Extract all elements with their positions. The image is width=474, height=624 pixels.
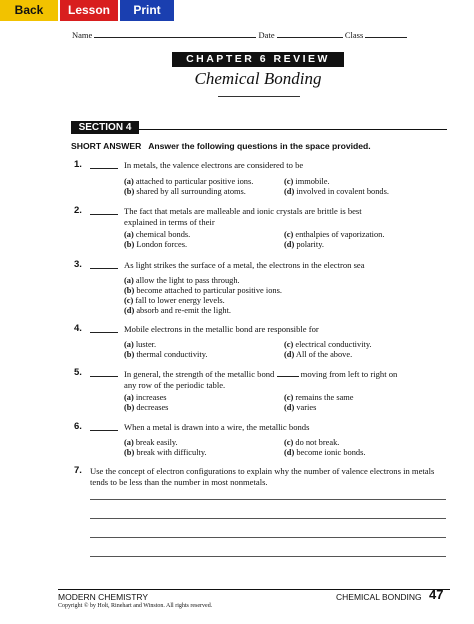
- question-3-number: 3.: [74, 259, 82, 270]
- option-text: London forces.: [136, 240, 188, 249]
- option-text: chemical bonds.: [135, 230, 191, 239]
- option-letter: (a): [124, 276, 134, 285]
- q3-option-c[interactable]: [124, 296, 225, 305]
- q3-option-a[interactable]: [124, 276, 240, 285]
- q2-option-b[interactable]: [124, 240, 187, 249]
- question-7-answer-line-4[interactable]: [90, 556, 446, 557]
- q6-option-a[interactable]: [124, 438, 178, 447]
- footer-chapter-title: CHEMICAL BONDING: [336, 592, 422, 602]
- question-2-answer-blank[interactable]: [90, 205, 118, 215]
- option-letter: (a): [124, 230, 134, 239]
- option-text: break easily.: [135, 438, 178, 447]
- question-5-text: [124, 368, 409, 391]
- option-letter: (c): [284, 230, 294, 239]
- option-letter: (d): [124, 306, 135, 315]
- q4-option-a[interactable]: [124, 340, 156, 349]
- question-7-answer-line-1[interactable]: [90, 499, 446, 500]
- option-letter: (a): [124, 438, 134, 447]
- question-7-text: Use the concept of electron configurations to explain why the number of valence electrons in metals tends to be less than the number in most nonmetals.: [90, 466, 435, 487]
- print-button[interactable]: Print: [120, 0, 174, 21]
- q5-option-d[interactable]: [284, 403, 316, 412]
- copyright-text: Copyright © by Holt, Rinehart and Winston. All rights reserved.: [58, 603, 213, 609]
- name-field[interactable]: [94, 27, 256, 38]
- question-6-text: When a metal is drawn into a wire, the metallic bonds: [124, 422, 310, 432]
- question-5-number: 5.: [74, 367, 82, 378]
- q3-option-d[interactable]: [124, 306, 231, 315]
- question-6-answer-blank[interactable]: [90, 421, 118, 431]
- question-1-text: In metals, the valence electrons are considered to be: [124, 160, 304, 170]
- question-5-inline-blank[interactable]: [277, 368, 299, 377]
- question-7-number: 7.: [74, 465, 82, 476]
- option-text: electrical conductivity.: [295, 340, 372, 349]
- question-1-answer-blank[interactable]: [90, 159, 118, 169]
- q3-option-b[interactable]: [124, 286, 282, 295]
- option-text: attached to particular positive ions.: [135, 177, 254, 186]
- question-5-answer-blank[interactable]: [90, 367, 118, 377]
- q6-option-b[interactable]: [124, 448, 207, 457]
- name-label: Name: [72, 30, 93, 40]
- q1-option-c[interactable]: [284, 177, 330, 186]
- option-letter: (c): [284, 340, 294, 349]
- option-text: varies: [296, 403, 317, 412]
- short-answer-label: SHORT ANSWER: [71, 141, 142, 151]
- option-text: immobile.: [295, 177, 330, 186]
- option-text: increases: [135, 393, 167, 402]
- q4-option-c[interactable]: [284, 340, 372, 349]
- q5-option-a[interactable]: [124, 393, 167, 402]
- option-text: thermal conductivity.: [136, 350, 208, 359]
- lesson-button[interactable]: Lesson: [60, 0, 118, 21]
- class-label: Class: [344, 30, 364, 40]
- question-3-text: As light strikes the surface of a metal, the electrons in the electron sea: [124, 260, 365, 270]
- question-4-number: 4.: [74, 323, 82, 334]
- chapter-review-band: CHAPTER 6 REVIEW: [172, 52, 344, 67]
- q5-option-c[interactable]: [284, 393, 354, 402]
- instructions-text: Answer the following questions in the space provided.: [148, 141, 371, 151]
- q6-option-c[interactable]: [284, 438, 339, 447]
- option-letter: (a): [124, 393, 134, 402]
- option-text: remains the same: [295, 393, 354, 402]
- option-text: shared by all surrounding atoms.: [136, 187, 246, 196]
- q4-option-b[interactable]: [124, 350, 207, 359]
- q1-option-b[interactable]: [124, 187, 246, 196]
- title-underline: [218, 96, 300, 97]
- q2-option-d[interactable]: [284, 240, 324, 249]
- date-label: Date: [258, 30, 275, 40]
- option-text: absorb and re-emit the light.: [136, 306, 232, 315]
- question-5-text-before: In general, the strength of the metallic bond: [124, 369, 275, 379]
- option-letter: (b): [124, 448, 135, 457]
- option-text: polarity.: [296, 240, 324, 249]
- name-date-class-row: [72, 27, 452, 40]
- option-letter: (d): [284, 448, 295, 457]
- option-letter: (b): [124, 187, 135, 196]
- option-letter: (d): [284, 240, 295, 249]
- question-3-answer-blank[interactable]: [90, 259, 118, 269]
- option-letter: (b): [124, 240, 135, 249]
- option-text: luster.: [135, 340, 157, 349]
- option-letter: (b): [124, 286, 135, 295]
- option-letter: (d): [284, 403, 295, 412]
- option-text: All of the above.: [295, 350, 353, 359]
- q2-option-a[interactable]: [124, 230, 190, 239]
- option-text: allow the light to pass through.: [135, 276, 240, 285]
- q5-option-b[interactable]: [124, 403, 168, 412]
- q6-option-d[interactable]: [284, 448, 365, 457]
- option-letter: (c): [124, 296, 134, 305]
- question-1-number: 1.: [74, 159, 82, 170]
- option-letter: (c): [284, 393, 294, 402]
- option-text: fall to lower energy levels.: [135, 296, 225, 305]
- option-letter: (c): [284, 438, 294, 447]
- option-letter: (a): [124, 177, 134, 186]
- option-letter: (a): [124, 340, 134, 349]
- back-button[interactable]: Back: [0, 0, 58, 21]
- option-text: become ionic bonds.: [296, 448, 366, 457]
- option-letter: (b): [124, 403, 135, 412]
- option-text: become attached to particular positive ions.: [136, 286, 282, 295]
- q4-option-d[interactable]: [284, 350, 352, 359]
- question-5-text-after: moving from left to right on any row of the periodic table.: [124, 369, 398, 390]
- option-text: enthalpies of vaporization.: [295, 230, 385, 239]
- option-text: involved in covalent bonds.: [296, 187, 389, 196]
- option-letter: (b): [124, 350, 135, 359]
- page-number: 47: [429, 587, 444, 602]
- question-4-answer-blank[interactable]: [90, 323, 118, 333]
- option-letter: (c): [284, 177, 294, 186]
- chapter-title: Chemical Bonding: [194, 69, 322, 88]
- question-6-number: 6.: [74, 421, 82, 432]
- date-field[interactable]: [277, 27, 343, 38]
- question-2-number: 2.: [74, 205, 82, 216]
- option-text: do not break.: [295, 438, 340, 447]
- class-field[interactable]: [365, 27, 407, 38]
- option-text: decreases: [136, 403, 169, 412]
- q1-option-a[interactable]: [124, 177, 253, 186]
- question-7-answer-line-2[interactable]: [90, 518, 446, 519]
- option-text: break with difficulty.: [136, 448, 207, 457]
- q1-option-d[interactable]: [284, 187, 389, 196]
- question-2-text: The fact that metals are malleable and ionic crystals are brittle is best explained in terms of their: [124, 206, 362, 227]
- question-7-answer-line-3[interactable]: [90, 537, 446, 538]
- footer-rule: [58, 589, 450, 590]
- option-letter: (d): [284, 350, 295, 359]
- question-4-text: Mobile electrons in the metallic bond are responsible for: [124, 324, 319, 334]
- short-answer-heading: [71, 141, 371, 151]
- q2-option-c[interactable]: [284, 230, 384, 239]
- option-letter: (d): [284, 187, 295, 196]
- footer-book-title: MODERN CHEMISTRY: [58, 592, 149, 602]
- section-label: SECTION 4: [71, 121, 139, 134]
